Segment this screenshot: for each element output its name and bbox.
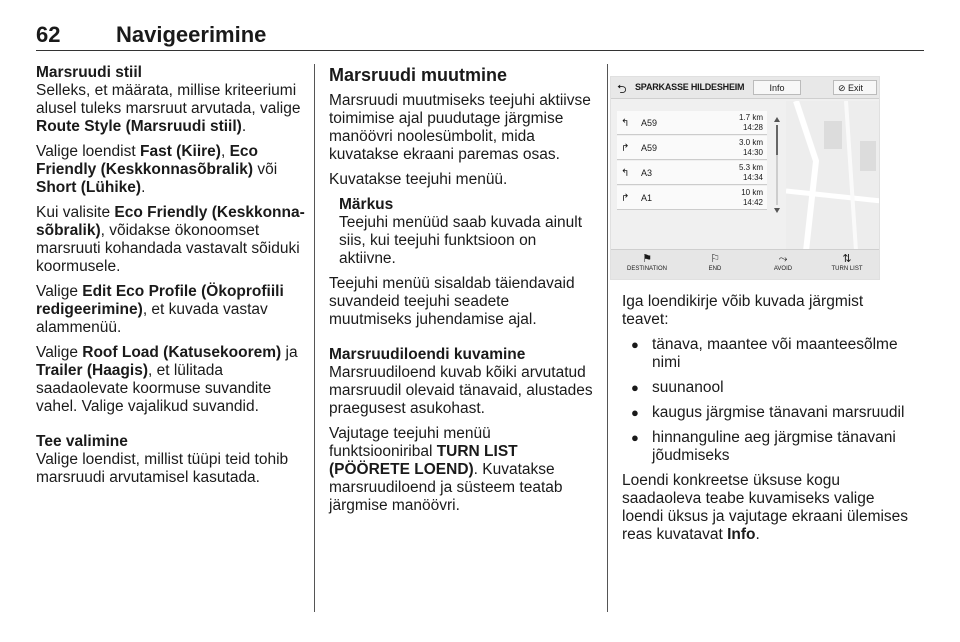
text-span: . (755, 526, 760, 543)
route-list-paragraph-1: Marsruudiloend kuvab kõiki arvutatud marsruudil olevaid tänavaid, alustades praegusest asukohast. (329, 364, 593, 417)
screen-function-bar (611, 249, 879, 280)
text-span: . (141, 179, 146, 196)
road-name: A59 (641, 118, 658, 128)
turn-list-button (815, 252, 879, 280)
scroll-up-icon (774, 117, 780, 122)
road-name: A3 (641, 168, 653, 178)
list-item (617, 186, 767, 210)
text-span: Valige (36, 283, 83, 300)
entry-info-paragraph: Iga loendikirje võib kuvada järgmist teavet: (622, 293, 864, 328)
map-area (786, 101, 880, 251)
text-span: , võidakse ökonoomset marsruuti kohandada vastavalt sõiduki koormusele. (36, 222, 300, 275)
turn-list-icon: ⇅ (842, 253, 852, 265)
turn-arrow-icon: ↰ (621, 168, 630, 179)
column-divider-2 (607, 64, 608, 612)
back-arrow-icon: ⮌ (617, 82, 627, 96)
route-style-paragraph-1 (36, 82, 306, 136)
bold-span: Fast (Kiire) (139, 143, 221, 160)
column-1 (36, 64, 306, 494)
distance: 10 km (741, 188, 763, 197)
exit-label: Exit (848, 83, 864, 93)
note-text: Teejuhi menüüd saab kuvada ainult siis, kui teejuhi funktsioon on aktiivne. (339, 214, 583, 267)
text-span: ja (281, 344, 298, 361)
bold-span: TURN LIST (PÖÖRETE LOEND) (329, 443, 518, 478)
flag-icon: ⚑ (642, 253, 652, 265)
route-list-heading: Marsruudiloendi kuvamine (329, 346, 526, 363)
end-button (683, 252, 747, 280)
list-item (617, 136, 767, 160)
entry-info-list (622, 336, 912, 465)
route-style-paragraph-2 (36, 143, 306, 197)
avoid-button (751, 252, 815, 280)
text-span: . (241, 118, 247, 135)
avoid-icon: ⤳ (778, 253, 788, 265)
time: 14:42 (742, 198, 763, 207)
note-box (329, 196, 595, 268)
distance: 5.3 km (738, 163, 763, 172)
bold-span: Info (727, 526, 756, 543)
map-block (824, 121, 842, 149)
time: 14:30 (742, 148, 763, 157)
page-header (36, 22, 924, 52)
button-label: AVOID (773, 266, 793, 272)
route-change-paragraph-1: Marsruudi muutmiseks teejuhi aktiivse toimimise ajal puudutage järgmise manöövri noolesümbolit, mida kuvatakse ekraani paremas osas. (329, 92, 591, 163)
scroll-track (777, 155, 778, 205)
page-number: 62 (36, 22, 61, 47)
route-change-paragraph-2: Kuvatakse teejuhi menüü. (329, 171, 508, 188)
route-style-paragraph-3 (36, 204, 306, 276)
button-label: END (708, 266, 722, 272)
bold-span: Eco Friendly (Keskkonnasõbralik) (36, 143, 259, 178)
list-item: ● tänava, maantee või maanteesõlme nimi (622, 336, 912, 372)
route-style-paragraph-4 (36, 283, 306, 337)
flag-icon: ⚐ (710, 253, 720, 265)
route-list-paragraph-2 (329, 425, 595, 515)
turn-arrow-icon: ↱ (621, 193, 630, 204)
exit-icon: ⊘ (838, 83, 849, 93)
road-name: A1 (641, 193, 653, 203)
button-label: TURN LIST (831, 266, 863, 272)
bold-span: Edit Eco Profile (Ökoprofiili redigeerimine) (36, 283, 284, 318)
bold-span: Eco Friendly (Keskkonnasõbralik) (36, 204, 305, 239)
info-paragraph (622, 472, 912, 544)
route-change-heading: Marsruudi muutmine (329, 65, 508, 85)
list-item: ● kaugus järgmise tänavani marsruudil (622, 404, 912, 422)
bold-span: Short (Lühike) (36, 179, 142, 196)
map-block (860, 141, 876, 171)
turn-arrow-icon: ↱ (621, 143, 630, 154)
text-span: , et lülitada saadaolevate koormuse suvandite vahel. Valige vajalikud suvandid. (36, 362, 272, 415)
header-divider (36, 50, 924, 51)
info-button: Info (753, 80, 801, 95)
text-span: Kui valisite (36, 204, 115, 221)
text-span: , (220, 143, 230, 160)
text-span: või (253, 161, 278, 178)
text-span: Valige (36, 344, 83, 361)
time: 14:28 (742, 123, 763, 132)
time: 14:34 (742, 173, 763, 182)
screen-title: SPARKASSE HILDESHEIM (635, 82, 745, 92)
bold-span: Route Style (Marsruudi stiil) (36, 118, 242, 135)
column-2 (329, 64, 595, 522)
road-choice-paragraph: Valige loendist, millist tüüpi teid tohib marsruudi arvutamisel kasutada. (36, 451, 289, 486)
nav-screen-image (610, 76, 880, 280)
text-span: , et kuvada vastav alammenüü. (36, 301, 268, 336)
road-name: A59 (641, 143, 658, 153)
text-span: Loendi konkreetse üksuse kogu saadaoleva teabe kuvamiseks valige loendi üksus ja vajutage ekraani ülemises reas kuvatavat (622, 472, 909, 543)
road-choice-heading: Tee valimine (36, 433, 128, 450)
scroll-thumb (776, 125, 778, 155)
list-item (617, 161, 767, 185)
route-style-heading: Marsruudi stiil (36, 64, 142, 81)
spacer (329, 336, 595, 346)
column-3 (622, 293, 912, 551)
text-span: Selleks, et määrata, millise kriteeriumi alusel tuleks marsruut arvutada, valige (36, 82, 301, 117)
text-span: Vajutage teejuhi menüü funktsiooniribal (329, 425, 491, 460)
spacer (36, 423, 306, 433)
distance: 3.0 km (738, 138, 763, 147)
scroll-down-icon (774, 208, 780, 213)
exit-button (833, 80, 877, 95)
route-change-paragraph-3: Teejuhi menüü sisaldab täiendavaid suvandeid teejuhi seadete muutmiseks juhendamise ajal. (329, 275, 575, 328)
note-heading: Märkus (339, 196, 394, 213)
bold-span: Trailer (Haagis) (36, 362, 148, 379)
turn-list (617, 111, 767, 211)
bold-span: Roof Load (Katusekoorem) (82, 344, 282, 361)
screen-top-bar (611, 77, 879, 99)
text-span: . Kuvatakse marsruudiloend ja süsteem teatab järgmise manöövri. (329, 461, 563, 514)
destination-button (615, 252, 679, 280)
button-label: DESTINATION (627, 266, 667, 272)
route-style-paragraph-5 (36, 344, 306, 416)
list-item (617, 111, 767, 135)
scrollbar (774, 117, 780, 213)
text-span: Valige loendist (36, 143, 140, 160)
column-divider-1 (314, 64, 315, 612)
list-item: ● hinnanguline aeg järgmise tänavani jõudmiseks (622, 429, 912, 465)
list-item: ● suunanool (622, 379, 912, 397)
turn-arrow-icon: ↰ (621, 118, 630, 129)
distance: 1.7 km (738, 113, 763, 122)
page-title: Navigeerimine (116, 22, 267, 47)
